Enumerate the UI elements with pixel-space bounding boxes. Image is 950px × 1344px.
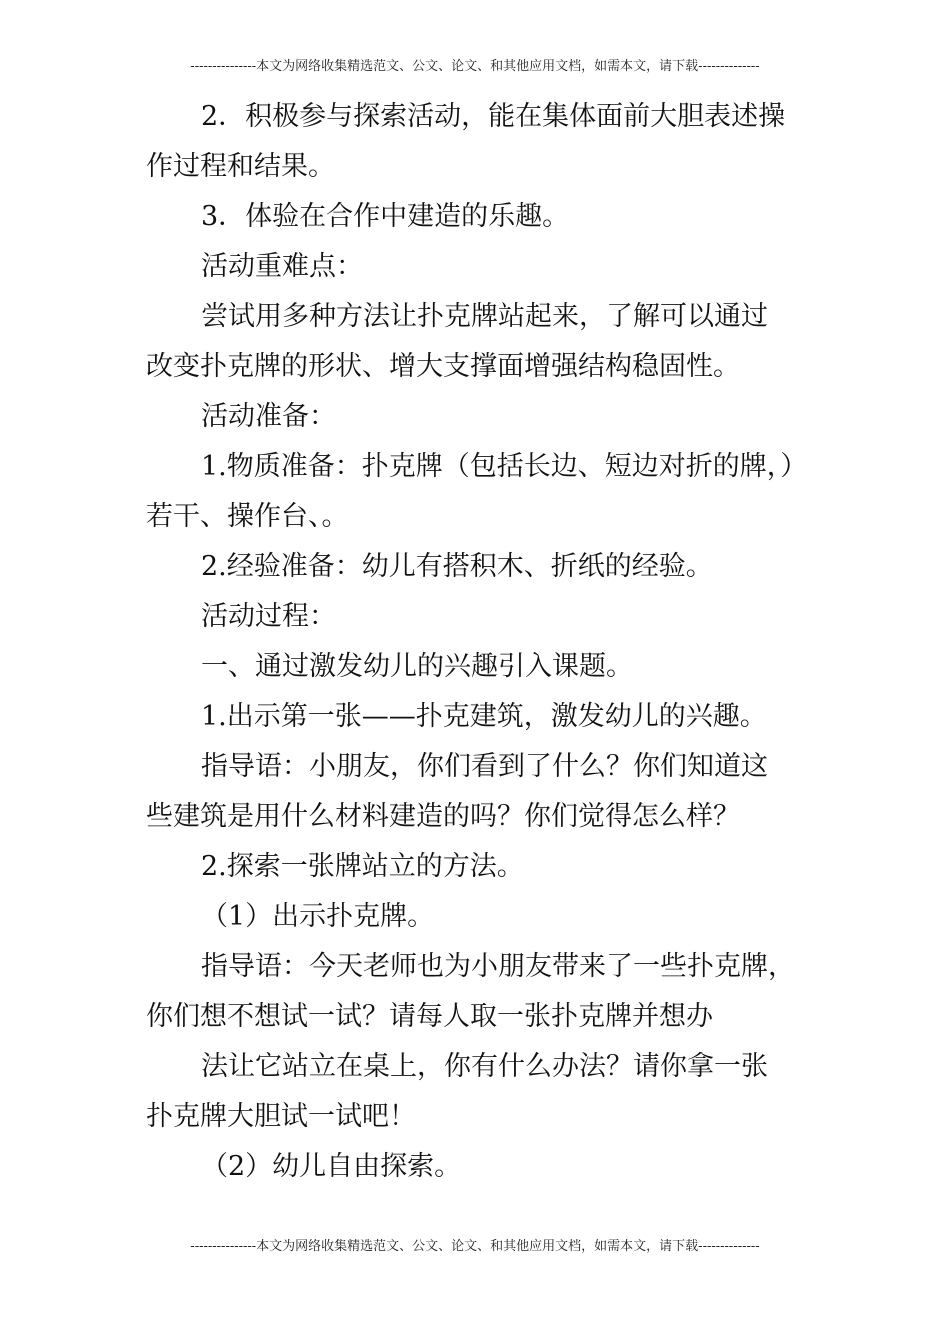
text-line: 2.经验准备：幼儿有搭积木、折纸的经验。 — [201, 551, 713, 582]
text-line: （2）幼儿自由探索。 — [201, 1151, 462, 1182]
text-line: 作过程和结果。 — [146, 151, 335, 182]
page-header: ---------------本文为网络收集精选范文、公文、论文、和其他应用文档，如需本文，请下载-------------- — [190, 59, 760, 74]
text-line: 扑克牌大胆试一试吧！ — [146, 1101, 416, 1132]
text-line: 若干、操作台、。 — [146, 501, 349, 532]
text-line: 1.物质准备：扑克牌（包括长边、短边对折的牌，） — [201, 451, 808, 482]
text-line: 法让它站立在桌上，你有什么办法？请你拿一张 — [201, 1051, 768, 1082]
text-line: 1.出示第一张——扑克建筑，激发幼儿的兴趣。 — [201, 701, 767, 732]
text-line: 指导语：小朋友，你们看到了什么？你们知道这 — [201, 751, 768, 782]
page-footer: ---------------本文为网络收集精选范文、公文、论文、和其他应用文档，如需本文，请下载-------------- — [190, 1239, 760, 1254]
text-line: 改变扑克牌的形状、增大支撑面增强结构稳固性。 — [146, 351, 740, 382]
text-line: 一、通过激发幼儿的兴趣引入课题。 — [201, 651, 633, 682]
section-heading: 活动过程： — [201, 601, 336, 632]
section-heading: 活动重难点： — [201, 251, 363, 282]
text-line: （1）出示扑克牌。 — [201, 901, 435, 932]
text-line: 些建筑是用什么材料建造的吗？你们觉得怎么样？ — [146, 801, 740, 832]
text-line: 3．体验在合作中建造的乐趣。 — [201, 201, 570, 232]
text-line: 尝试用多种方法让扑克牌站起来，了解可以通过 — [201, 301, 768, 332]
document-body — [146, 92, 806, 1192]
text-line: 2．积极参与探索活动，能在集体面前大胆表述操 — [201, 101, 786, 132]
section-heading: 活动准备： — [201, 401, 336, 432]
text-line: 2.探索一张牌站立的方法。 — [201, 851, 524, 882]
text-line: 你们想不想试一试？请每人取一张扑克牌并想办 — [146, 1001, 713, 1032]
text-line: 指导语：今天老师也为小朋友带来了一些扑克牌， — [201, 951, 795, 982]
